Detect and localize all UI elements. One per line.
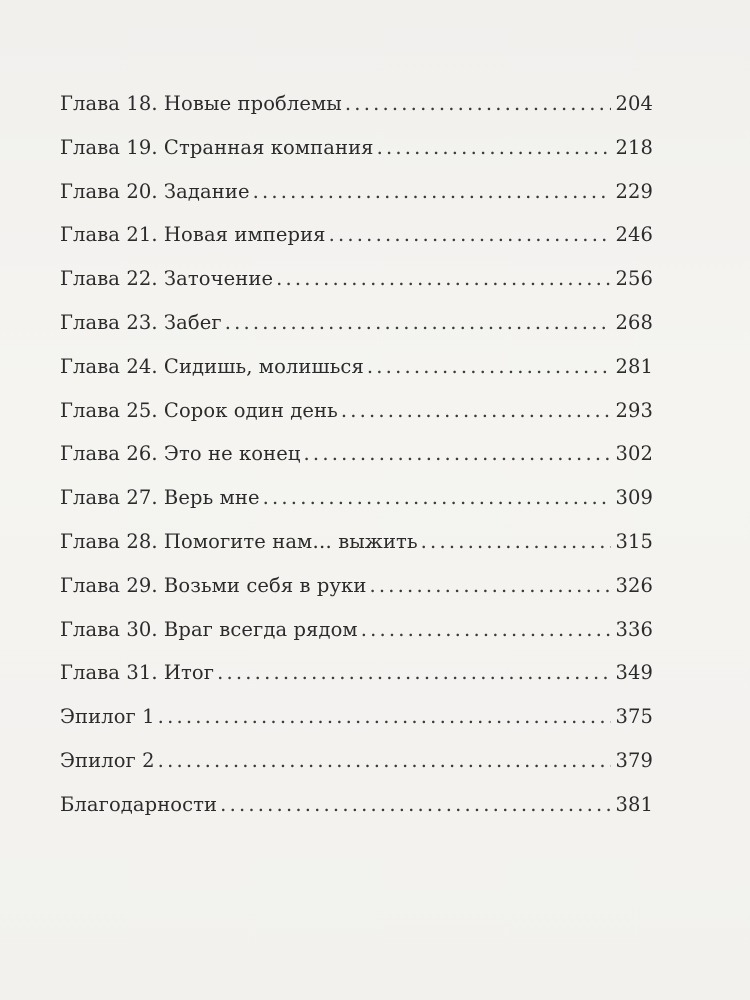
table-of-contents <box>60 82 653 827</box>
toc-entry <box>60 739 653 783</box>
toc-entry <box>60 126 653 170</box>
dot-leader <box>367 345 612 389</box>
toc-entry-title: Глава 20. Задание <box>60 179 250 203</box>
dot-leader <box>361 608 612 652</box>
toc-entry-title: Глава 27. Верь мне <box>60 486 260 510</box>
toc-entry-page: 326 <box>615 573 653 597</box>
toc-entry <box>60 783 653 827</box>
toc-entry-page: 204 <box>615 92 653 115</box>
toc-entry-title: Эпилог 1 <box>60 705 155 729</box>
toc-entry <box>60 608 653 652</box>
toc-entry <box>60 520 653 564</box>
dot-leader <box>329 213 612 257</box>
dot-leader <box>225 301 612 345</box>
toc-entry <box>60 695 653 739</box>
dot-leader <box>369 564 611 608</box>
toc-entry-title: Глава 31. Итог <box>60 661 215 685</box>
toc-entry <box>60 389 653 433</box>
dot-leader <box>341 389 612 433</box>
toc-entry <box>60 432 653 476</box>
dot-leader <box>158 739 612 783</box>
toc-entry-page: 375 <box>615 705 653 729</box>
dot-leader <box>377 126 612 170</box>
dot-leader <box>276 257 611 301</box>
toc-entry-page: 246 <box>615 223 653 247</box>
dot-leader <box>217 651 611 695</box>
toc-entry-title: Глава 30. Враг всегда рядом <box>60 617 358 641</box>
dot-leader <box>253 170 612 214</box>
toc-entry-title: Глава 18. Новые проблемы <box>60 92 342 115</box>
toc-entry-page: 293 <box>615 398 653 422</box>
toc-entry <box>60 564 653 608</box>
toc-entry <box>60 651 653 695</box>
toc-entry-page: 281 <box>615 354 653 378</box>
toc-entry-title: Глава 25. Сорок один день <box>60 398 338 422</box>
toc-entry <box>60 82 653 126</box>
toc-entry <box>60 213 653 257</box>
toc-entry-title: Глава 29. Возьми себя в руки <box>60 573 367 597</box>
toc-entry-title: Эпилог 2 <box>60 748 155 772</box>
toc-entry <box>60 170 653 214</box>
dot-leader <box>345 82 612 126</box>
toc-entry-page: 218 <box>615 135 653 159</box>
toc-entry-page: 229 <box>615 179 653 203</box>
dot-leader <box>421 520 612 564</box>
toc-entry-title: Благодарности <box>60 792 218 816</box>
toc-entry-page: 315 <box>615 529 653 553</box>
toc-entry-page: 381 <box>615 792 653 816</box>
toc-entry <box>60 301 653 345</box>
dot-leader <box>263 476 612 520</box>
toc-entry-page: 256 <box>615 267 653 291</box>
toc-entry-page: 302 <box>615 442 653 466</box>
toc-entry-title: Глава 24. Сидишь, молишься <box>60 354 364 378</box>
toc-entry <box>60 476 653 520</box>
toc-entry-title: Глава 28. Помогите нам… выжить <box>60 529 418 553</box>
toc-entry-title: Глава 22. Заточение <box>60 267 274 291</box>
toc-entry-title: Глава 21. Новая империя <box>60 223 326 247</box>
toc-entry-page: 379 <box>615 748 653 772</box>
toc-entry-title: Глава 19. Странная компания <box>60 135 374 159</box>
dot-leader <box>158 695 612 739</box>
dot-leader <box>304 432 612 476</box>
toc-entry-title: Глава 26. Это не конец <box>60 442 301 466</box>
toc-entry-page: 336 <box>615 617 653 641</box>
toc-entry <box>60 345 653 389</box>
toc-entry-page: 268 <box>615 310 653 334</box>
toc-entry-page: 349 <box>615 661 653 685</box>
dot-leader <box>220 783 611 827</box>
toc-entry-page: 309 <box>615 486 653 510</box>
toc-entry-title: Глава 23. Забег <box>60 310 222 334</box>
toc-entry <box>60 257 653 301</box>
